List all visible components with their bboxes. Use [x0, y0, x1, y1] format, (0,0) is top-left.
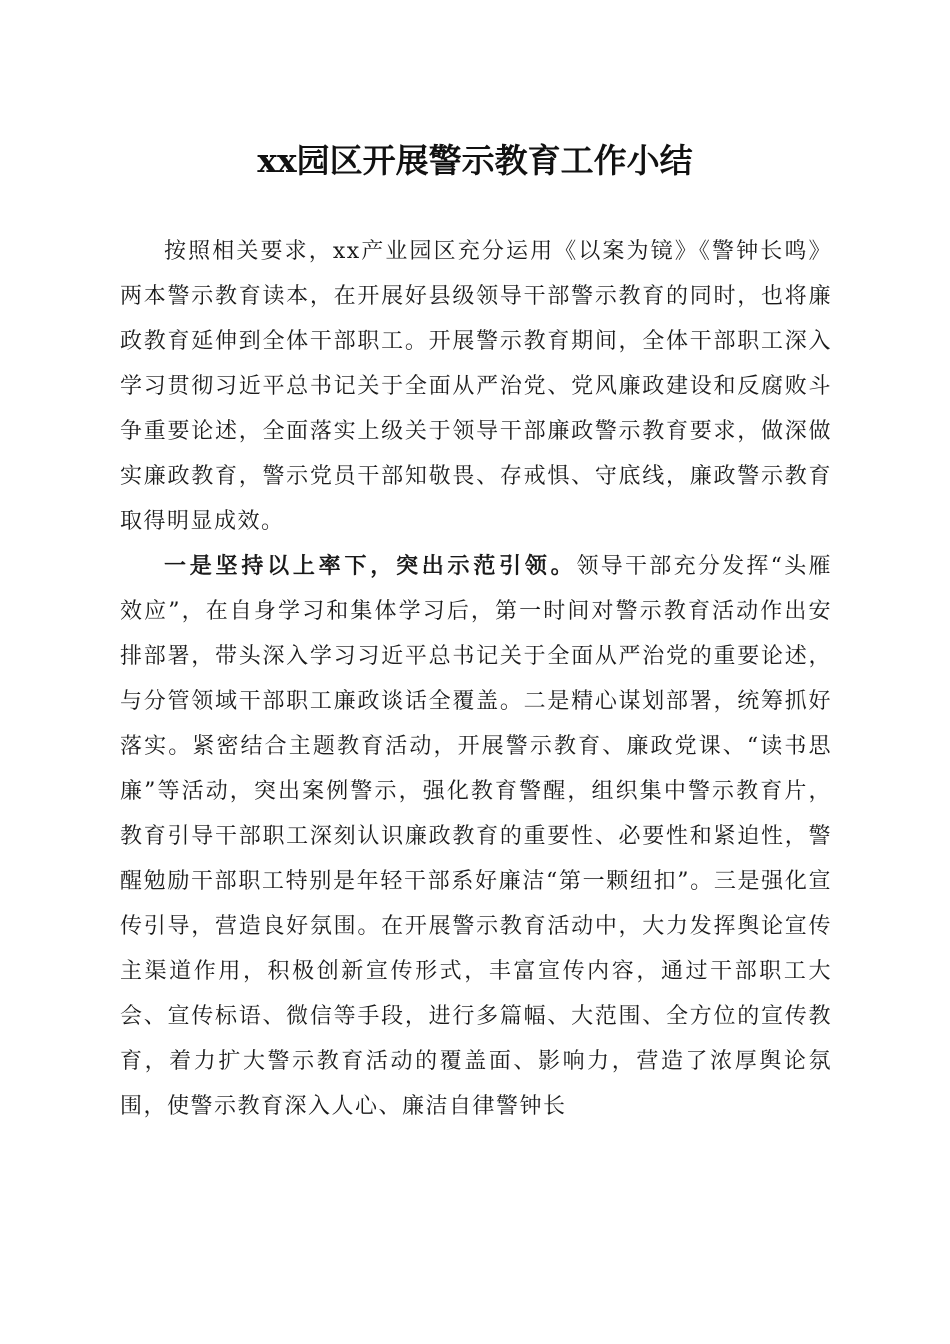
document-body [120, 229, 832, 1129]
paragraph-lead-heading: 一是坚持以上率下，突出示范引领。 [164, 553, 577, 579]
paragraph-intro-text: 按照相关要求，xx产业园区充分运用《以案为镜》《警钟长鸣》两本警示教育读本，在开展好县级领导干部警示教育的同时，也将廉政教育延伸到全体干部职工。开展警示教育期间，全体干部职工深入学习贯彻习近平总书记关于全面从严治党、党风廉政建设和反腐败斗争重要论述，全面落实上级关于领导干部廉政警示教育要求，做深做实廉政教育，警示党员干部知敬畏、存戒惧、守底线，廉政警示教育取得明显成效。 [120, 239, 832, 534]
document-title: xx园区开展警示教育工作小结 [257, 141, 693, 180]
paragraph-measures [120, 544, 832, 1129]
paragraph-intro [120, 229, 832, 544]
paragraph-measures-text: 领导干部充分发挥“头雁效应”，在自身学习和集体学习后，第一时间对警示教育活动作出安排部署，带头深入学习习近平总书记关于全面从严治党的重要论述，与分管领域干部职工廉政谈话全覆盖。二是精心谋划部署，统筹抓好落实。紧密结合主题教育活动，开展警示教育、廉政党课、“读书思廉”等活动，突出案例警示，强化教育警醒，组织集中警示教育片，教育引导干部职工深刻认识廉政教育的重要性、必要性和紧迫性，警醒勉励干部职工特别是年轻干部系好廉洁“第一颗纽扣”。三是强化宣传引导，营造良好氛围。在开展警示教育活动中，大力发挥舆论宣传主渠道作用，积极创新宣传形式，丰富宣传内容，通过干部职工大会、宣传标语、微信等手段，进行多篇幅、大范围、全方位的宣传教育，着力扩大警示教育活动的覆盖面、影响力，营造了浓厚舆论氛围，使警示教育深入人心、廉洁自律警钟长 [120, 554, 832, 1119]
